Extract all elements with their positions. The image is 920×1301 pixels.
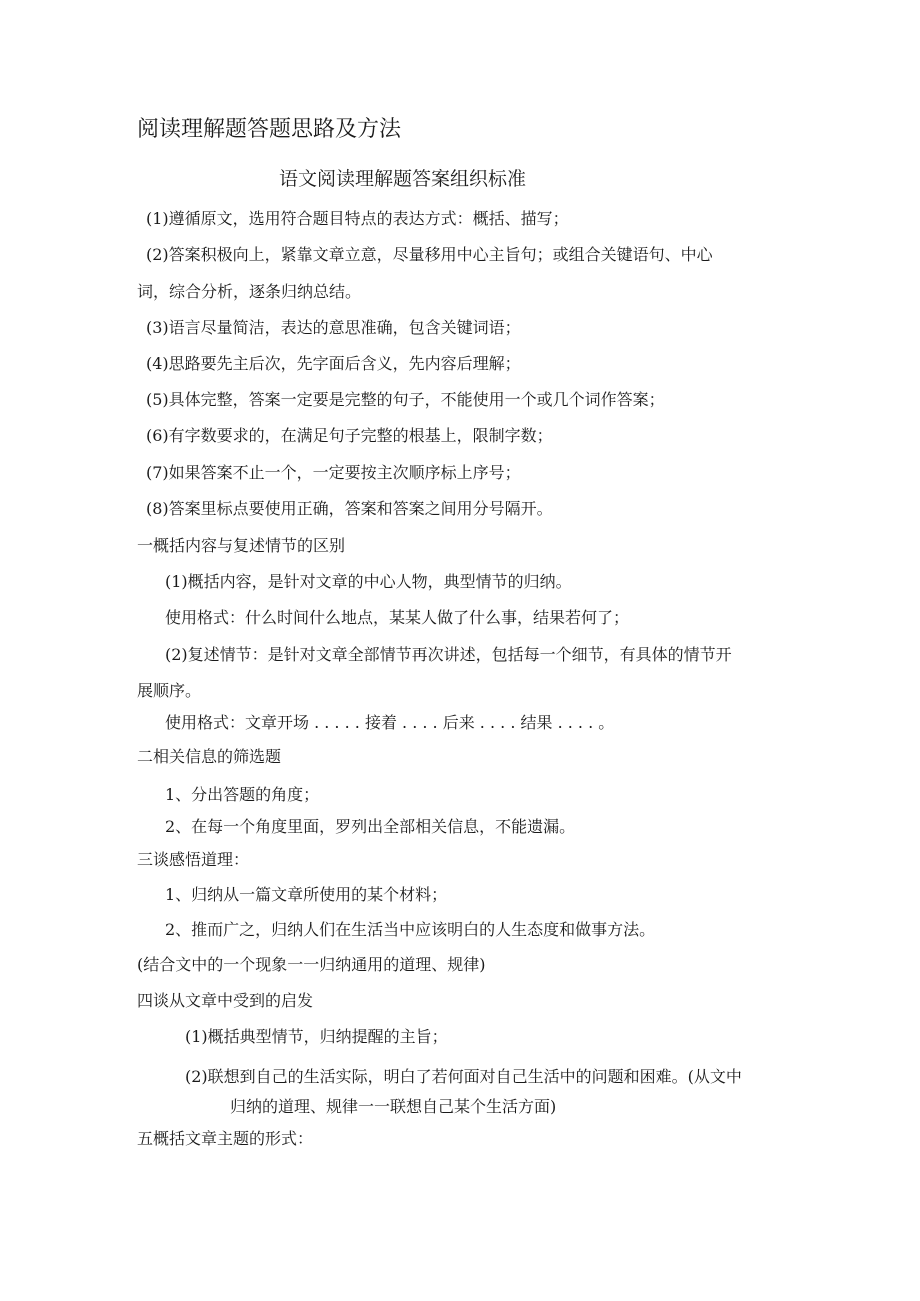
standard-item-2: (2)答案积极向上，紧靠文章立意，尽量移用中心主旨句；或组合关键语句、中心 bbox=[146, 245, 713, 264]
section-5-heading: 五概括文章主题的形式： bbox=[137, 1129, 314, 1148]
document-title: 阅读理解题答题思路及方法 bbox=[137, 117, 402, 142]
standard-item-8: (8)答案里标点要使用正确，答案和答案之间用分号隔开。 bbox=[146, 499, 553, 518]
standard-item-5: (5)具体完整，答案一定要是完整的句子，不能使用一个或几个词作答案； bbox=[146, 390, 665, 409]
section-1-line-3-cont: 展顺序。 bbox=[137, 681, 202, 700]
section-4-line-2-cont: 归纳的道理、规律一一联想自己某个生活方面) bbox=[230, 1097, 557, 1116]
standard-item-1: (1)遵循原文，选用符合题目特点的表达方式：概括、描写； bbox=[146, 209, 569, 228]
standard-item-3: (3)语言尽量简洁，表达的意思准确，包含关键词语； bbox=[146, 318, 521, 337]
section-1-line-1: (1)概括内容，是针对文章的中心人物，典型情节的归纳。 bbox=[165, 572, 572, 591]
section-3-heading: 三谈感悟道理： bbox=[137, 850, 250, 869]
section-4-line-2: (2)联想到自己的生活实际，明白了若何面对自己生活中的问题和困难。(从文中 bbox=[185, 1067, 742, 1086]
standard-item-2-cont: 词，综合分析，逐条归纳总结。 bbox=[137, 282, 362, 301]
section-4-line-1: (1)概括典型情节，归纳提醒的主旨； bbox=[185, 1027, 448, 1046]
standard-item-6: (6)有字数要求的，在满足句子完整的根基上，限制字数； bbox=[146, 426, 553, 445]
document-subtitle: 语文阅读理解题答案组织标准 bbox=[279, 168, 527, 190]
section-1-line-4: 使用格式：文章开场 . . . . . 接着 . . . . 后来 . . . . 结果 . . . . 。 bbox=[165, 713, 615, 732]
section-3-line-3: (结合文中的一个现象一一归纳通用的道理、规律) bbox=[137, 955, 486, 974]
section-1-heading: 一概括内容与复述情节的区别 bbox=[137, 536, 346, 555]
section-3-line-1: 1、归纳从一篇文章所使用的某个材料； bbox=[165, 885, 448, 904]
section-2-line-2: 2、在每一个角度里面，罗列出全部相关信息，不能遗漏。 bbox=[165, 817, 576, 836]
section-4-heading: 四谈从文章中受到的启发 bbox=[137, 991, 314, 1010]
section-3-line-2: 2、推而广之，归纳人们在生活当中应该明白的人生态度和做事方法。 bbox=[165, 920, 656, 939]
section-1-line-3: (2)复述情节：是针对文章全部情节再次讲述，包括每一个细节，有具体的情节开 bbox=[165, 645, 732, 664]
section-2-line-1: 1、分出答题的角度； bbox=[165, 785, 320, 804]
section-2-heading: 二相关信息的筛选题 bbox=[137, 747, 282, 766]
standard-item-4: (4)思路要先主后次，先字面后含义，先内容后理解； bbox=[146, 354, 521, 373]
section-1-line-2: 使用格式：什么时间什么地点，某某人做了什么事，结果若何了； bbox=[165, 608, 630, 627]
standard-item-7: (7)如果答案不止一个，一定要按主次顺序标上序号； bbox=[146, 463, 521, 482]
